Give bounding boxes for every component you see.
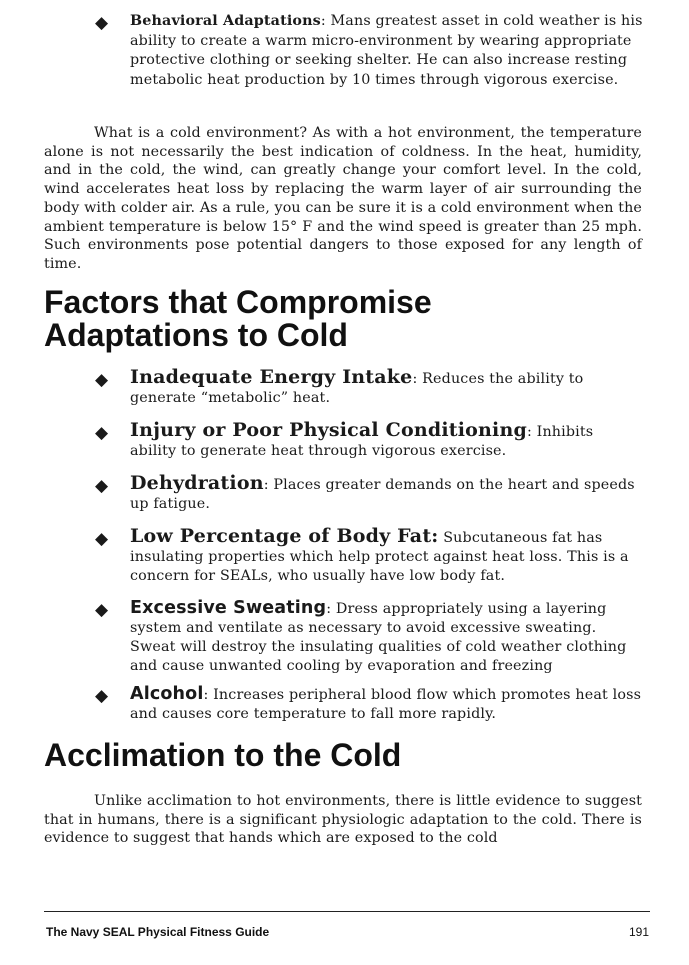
heading-line: Adaptations to Cold [44,317,348,353]
bullet-text: : Mans greatest asset in cold weather is his ability to create a warm micro-environment by wearing appropriate protective clothing or seeking shelter. He can also increase resting metabolic heat production by 10 times through vigorous exercise. [130,13,643,88]
bullet-dehydration [0,474,689,514]
bullet-term: Inadequate Energy Intake [130,366,413,388]
bullet-term: Dehydration [130,472,264,494]
bullet-alcohol [0,685,689,724]
footer-divider [44,911,650,912]
bullet-text: : Reduces the ability to generate “metabolic” heat. [130,371,584,406]
intro-paragraph: What is a cold environment? As with a hot environment, the temperature alone is not necessarily the best indication of coldness. In the heat, humidity, and in the cold, the wind, can greatly change your comfort level. In the cold, wind accelerates heat loss by replacing the warm layer of air surrounding the body with colder air. As a rule, you can be sure it is a cold environment when the ambient temperature is below 15° F and the wind speed is greater than 25 mph. Such environments pose potential dangers to those exposed for any length of time. [44,125,642,272]
section-heading-factors [44,286,432,352]
diamond-bullet-icon: ◆ [95,370,109,390]
bullet-text: : Dress appropriately using a layering system and ventilate as necessary to avoid excessive sweating. Sweat will destroy the insulating qualities of cold weather clothing and cause unwanted cooling by evaporation and freezing [130,601,627,674]
bullet-term: Excessive Sweating [130,598,327,618]
bullet-text: Subcutaneous fat has insulating properties which help protect against heat loss. This is a concern for SEALs, who usually have low body fat. [130,530,629,584]
heading-line: Factors that Compromise [44,284,432,320]
bullet-text: : Inhibits ability to generate heat through vigorous exercise. [130,424,594,459]
bullet-behavioral-adaptations [0,12,689,90]
bullet-term: Alcohol [130,684,204,704]
bullet-excessive-sweating [0,599,689,676]
diamond-bullet-icon: ◆ [95,423,109,443]
bullet-low-body-fat [0,527,689,586]
diamond-bullet-icon: ◆ [95,686,109,706]
diamond-bullet-icon: ◆ [95,13,109,33]
bullet-term: Injury or Poor Physical Conditioning [130,419,527,441]
diamond-bullet-icon: ◆ [95,529,109,549]
diamond-bullet-icon: ◆ [95,476,109,496]
acclimation-paragraph: Unlike acclimation to hot environments, there is little evidence to suggest that in humans, there is a significant physiologic adaptation to the cold. There is evidence to suggest that hands which are exposed to the cold [44,793,642,847]
bullet-term: Behavioral Adaptations [130,13,321,29]
page-number: 191 [628,925,649,939]
section-heading-acclimation: Acclimation to the Cold [44,737,402,773]
bullet-text: : Increases peripheral blood flow which promotes heat loss and causes core temperature to fall more rapidly. [130,687,642,722]
bullet-injury [0,421,689,461]
footer-title: The Navy SEAL Physical Fitness Guide [46,925,270,939]
bullet-inadequate-energy [0,368,689,408]
bullet-text: : Places greater demands on the heart and speeds up fatigue. [130,477,635,512]
bullet-term: Low Percentage of Body Fat: [130,525,439,547]
diamond-bullet-icon: ◆ [95,600,109,620]
